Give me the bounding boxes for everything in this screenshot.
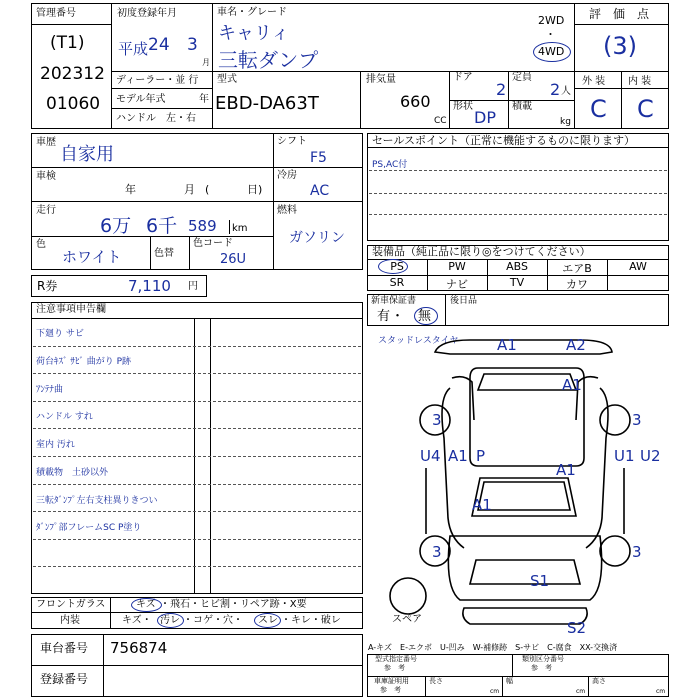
mileage-label: 走行 [36, 205, 56, 216]
shape-value: DP [474, 108, 496, 127]
class-label: 類別区分番号 [522, 655, 564, 663]
length-cm: cm [490, 688, 500, 695]
equipment-title: 装備品（純正品に限り◎をつけてください） [372, 245, 591, 258]
mark-a2-top: A2 [566, 336, 586, 354]
recycle-frame [31, 275, 207, 297]
int-label: 内 装 [628, 76, 652, 87]
cert-label: 車庫証明用 [374, 677, 409, 685]
drive-4wd-circle [533, 42, 571, 62]
ac-value: AC [310, 183, 330, 199]
cap-unit: 人 [561, 86, 571, 97]
notes-title: 注意事項申告欄 [36, 304, 106, 315]
car-name-line2: 三転ダンプ [218, 48, 319, 72]
mark-p: P [476, 447, 486, 465]
equip-tv: TV [509, 276, 525, 289]
note-item-1: 下廻り サビ [36, 329, 84, 339]
mark-a1-lower: A1 [472, 496, 492, 514]
length-label: 長さ [429, 677, 443, 685]
color-code-value: 26U [220, 252, 247, 267]
cap-value: 2 [550, 80, 561, 99]
note-item-8: ﾀﾞﾝﾌﾟ部フレームSC P塗り [36, 523, 142, 533]
mark-s1: S1 [530, 572, 550, 590]
equip-ps: PS [390, 260, 404, 273]
warranty-no: 無 [418, 309, 432, 324]
mileage-unit: km [232, 223, 248, 234]
interior-mid: ・コゲ・穴・ [183, 615, 243, 626]
note-item-5: 室内 汚れ [36, 440, 75, 450]
class-ref: 参 考 [531, 664, 552, 672]
reg-month: 3 [187, 35, 198, 55]
warranty-yes: 有 [377, 309, 391, 324]
mark-u4: U4 [420, 447, 441, 465]
shape-label: 形状 [453, 101, 473, 112]
equip-abs: ABS [506, 260, 528, 273]
tire-note: スタッドレスタイヤ [378, 336, 459, 346]
insp-day: 日) [247, 183, 263, 196]
mark-3-rear-left: 3 [432, 411, 442, 429]
mark-a1-center: A1 [556, 461, 576, 479]
disp-value: 660 [400, 92, 431, 111]
notes-rule [33, 566, 361, 567]
notes-rule [33, 346, 361, 347]
sales-title: セールスポイント（正常に機能するものに限ります） [372, 134, 636, 147]
notes-rule [33, 428, 361, 429]
recycle-value: 7,110 [128, 277, 171, 295]
mark-a1-right: A1 [562, 376, 582, 394]
notes-rule [33, 511, 361, 512]
interior-label: 内装 [60, 615, 80, 626]
color-label: 色 [36, 239, 46, 250]
equip-navi: ナビ [446, 278, 468, 291]
equip-sr: SR [389, 276, 405, 289]
note-item-6: 積載物 土砂以外 [36, 468, 109, 478]
note-item-2: 荷台ｷｽﾞ ｻﾋﾞ 曲がり P跡 [36, 357, 132, 367]
equip-pw: PW [448, 260, 466, 273]
notes-rule [33, 401, 361, 402]
inspection-label: 車検 [36, 171, 56, 182]
note-item-3: ｱﾝﾃﾅ曲 [36, 385, 64, 395]
era: 平成 [118, 40, 149, 58]
recycle-label: R券 [37, 279, 58, 293]
warranty-no-circle [414, 307, 438, 325]
mark-s2: S2 [567, 619, 587, 637]
mark-3-front-right: 3 [632, 543, 642, 561]
drive-dot: ・ [545, 28, 556, 41]
mark-3-rear-right: 3 [632, 411, 642, 429]
front-glass-rest: ・飛石・ヒビ割・リペア跡・X要 [160, 599, 307, 610]
dealer-label: ディーラー・並 行 [116, 75, 199, 86]
warranty-label: 新車保証書 [371, 296, 417, 306]
interior-rest: ・キレ・破レ [281, 615, 341, 626]
model-year-unit: 年 [199, 94, 209, 105]
insp-year: 年 [125, 183, 136, 196]
notes-rule [33, 484, 361, 485]
mark-a1-top: A1 [497, 336, 517, 354]
ext-label: 外 装 [582, 76, 606, 87]
mark-u2: U2 [640, 447, 661, 465]
reg-year: 24 [148, 35, 170, 55]
equip-aw: AW [629, 260, 647, 273]
sales-line1: PS,AC付 [372, 160, 408, 170]
height-label: 高さ [592, 677, 606, 685]
mileage-rest: 589 [188, 217, 217, 235]
color-code-label: 色コード [193, 238, 233, 249]
history-label: 車歴 [36, 137, 56, 148]
load-unit: kg [560, 117, 571, 127]
equip-airbag: エアB [562, 262, 592, 275]
width-cm: cm [576, 688, 586, 695]
ext-value: C [590, 95, 607, 123]
chassis-label: 車台番号 [40, 641, 89, 655]
notes-rule [33, 456, 361, 457]
interior-kizu: キズ・ [122, 615, 152, 626]
type-cert-label: 型式指定番号 [375, 655, 417, 663]
note-item-4: ハンドル すれ [36, 412, 93, 422]
mgmt-date: 202312 [40, 64, 105, 84]
door-value: 2 [496, 80, 507, 99]
sales-frame [367, 133, 669, 241]
interior-scuff: スレ [258, 615, 278, 626]
color-value: ホワイト [62, 248, 122, 266]
name-label: 車名・グレード [217, 7, 287, 18]
interior-stain-circle [157, 613, 184, 628]
mileage-sen: 6千 [146, 215, 178, 237]
car-diagram [380, 338, 670, 638]
rating-label: 評 価 点 [589, 7, 650, 21]
recycle-unit: 円 [188, 281, 198, 292]
notes-rule [33, 373, 361, 374]
front-glass-kizu: キズ [136, 599, 156, 610]
mark-a1-left: A1 [448, 447, 468, 465]
load-label: 積載 [512, 101, 532, 112]
door-label: ドア [453, 72, 473, 83]
mark-u1: U1 [614, 447, 635, 465]
warranty-dot: ・ [391, 309, 405, 324]
fuel-value: ガソリン [289, 230, 345, 246]
drive-2wd: 2WD [538, 14, 565, 27]
chassis-value: 756874 [110, 639, 168, 657]
insp-open: ( [205, 183, 210, 196]
height-cm: cm [656, 688, 666, 695]
mark-3-front-left: 3 [432, 543, 442, 561]
history-value: 自家用 [60, 144, 114, 165]
equip-ps-circle [378, 259, 408, 274]
first-reg-label: 初度登録年月 [117, 8, 177, 19]
insp-month: 月 [184, 183, 195, 196]
drive-4wd: 4WD [538, 45, 565, 58]
front-glass-kizu-circle [131, 598, 162, 612]
int-value: C [637, 95, 654, 123]
disp-unit: CC [434, 116, 447, 126]
later-items-label: 後日品 [450, 296, 478, 306]
mgmt-code: (T1) [50, 33, 85, 53]
type-cert-ref: 参 考 [384, 664, 405, 672]
interior-stain: 汚レ [160, 615, 180, 626]
notes-rule [33, 539, 361, 540]
color-change-label: 色替 [154, 248, 174, 259]
width-label: 幅 [506, 677, 513, 685]
mgmt-label: 管理番号 [36, 8, 76, 19]
type-label: 型式 [217, 74, 237, 85]
spare-label: スペア [392, 614, 422, 625]
type-value: EBD-DA63T [215, 93, 319, 114]
ac-label: 冷房 [277, 170, 297, 181]
damage-legend: A-キズ E-エクボ U-凹み W-補修跡 S-サビ C-腐食 XX-交換済 [368, 643, 618, 652]
mgmt-num: 01060 [46, 94, 101, 114]
month-unit: 月 [202, 58, 210, 67]
fuel-label: 燃料 [277, 205, 297, 216]
shift-value: F5 [310, 150, 327, 166]
reg-label: 登録番号 [40, 672, 89, 686]
model-year-label: モデル年式 [116, 94, 166, 105]
equip-leather: カワ [566, 278, 588, 291]
note-item-7: 三転ﾀﾞﾝﾌﾟ左右支柱異りきつい [36, 496, 158, 506]
disp-label: 排気量 [366, 74, 396, 85]
shift-label: シフト [277, 136, 307, 147]
cap-label: 定員 [512, 72, 532, 83]
car-name-line1: キャリィ [218, 23, 290, 44]
handle-label: ハンドル 左・右 [116, 113, 196, 124]
cert-ref: 参 考 [380, 686, 401, 694]
interior-scuff-circle [254, 613, 281, 628]
front-glass-label: フロントガラス [36, 599, 106, 610]
mileage-man: 6万 [100, 215, 132, 237]
rating-value: (3) [603, 32, 637, 60]
